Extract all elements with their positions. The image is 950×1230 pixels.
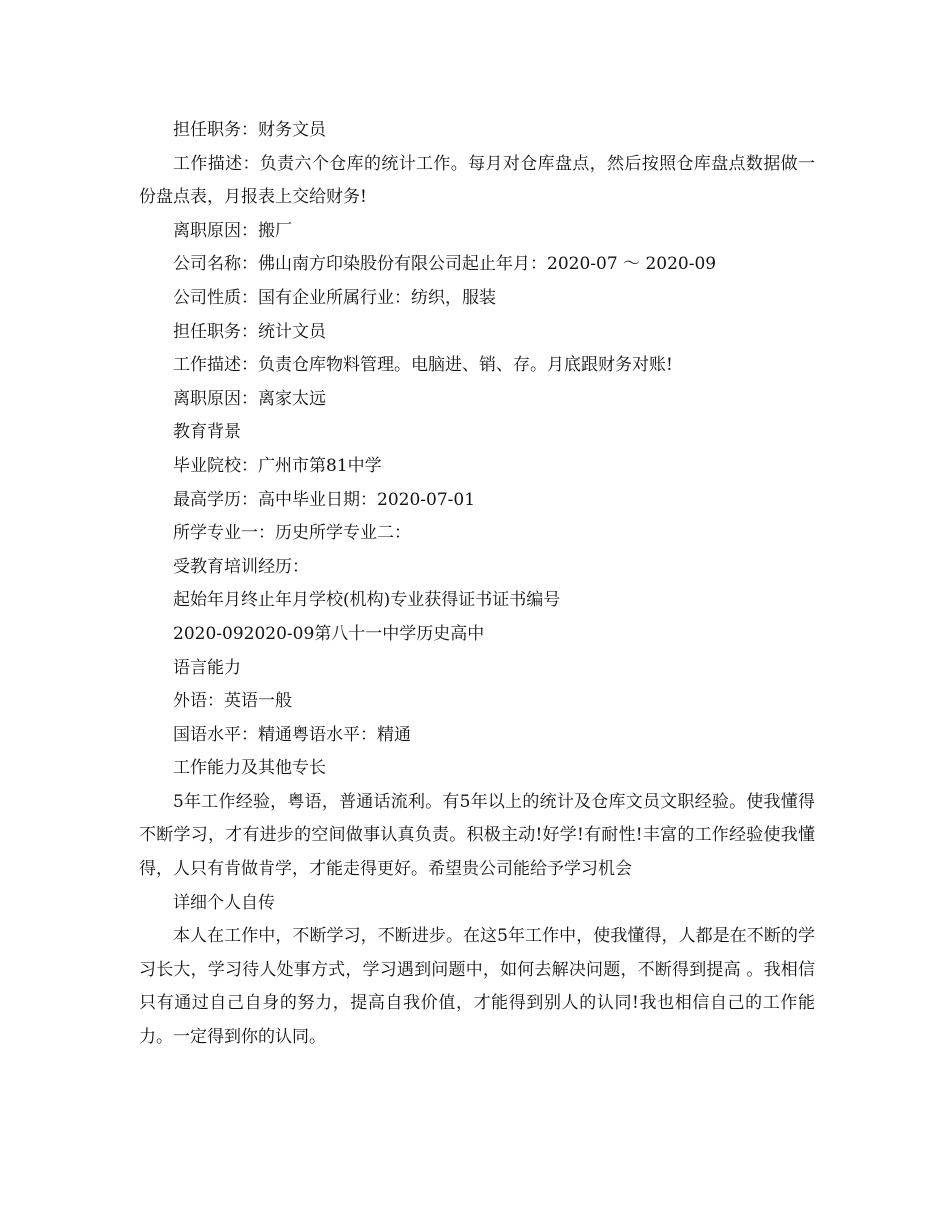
foreign-language-line: 外语：英语一般 [173,691,292,712]
skills-paragraph: 5年工作经验，粤语，普通话流利。有5年以上的统计及仓库文员文职经验。使我懂得不断学习，才有进步的空间做事认真负责。积极主动!好学!有耐性!丰富的工作经验使我懂得，人只有肯做肯学，才能走得更好。希望贵公司能给予学习机会 [139,791,815,880]
training-table-row: 2020-092020-09第八十一中学历史高中 [173,623,485,644]
company-name-line: 公司名称：佛山南方印染股份有限公司起止年月：2020-07 ～ 2020-09 [173,254,717,275]
company-type-line: 公司性质：国有企业所属行业：纺织，服装 [173,287,496,308]
education-heading: 教育背景 [173,422,241,443]
language-heading: 语言能力 [173,657,241,678]
leaving-reason-line: 离职原因：搬厂 [173,220,292,241]
training-heading: 受教育培训经历： [173,556,309,577]
autobiography-heading: 详细个人自传 [173,892,275,913]
dialect-line: 国语水平：精通粤语水平：精通 [173,724,411,745]
job-description-paragraph: 工作描述：负责六个仓库的统计工作。每月对仓库盘点，然后按照仓库盘点数据做一份盘点表，月报表上交给财务! [139,153,815,208]
position-line: 担任职务：财务文员 [173,120,326,140]
leaving-reason-line-2: 离职原因：离家太远 [173,388,326,409]
skills-heading: 工作能力及其他专长 [173,758,326,779]
document-body [139,114,815,1055]
degree-line: 最高学历：高中毕业日期：2020-07-01 [173,489,476,510]
training-table-header: 起始年月终止年月学校(机构)专业获得证书证书编号 [173,590,561,611]
position-line-2: 担任职务：统计文员 [173,321,326,342]
job-description-line-2: 工作描述：负责仓库物料管理。电脑进、销、存。月底跟财务对账! [173,355,673,376]
school-line: 毕业院校：广州市第81中学 [173,455,382,476]
major-line: 所学专业一：历史所学专业二： [173,523,411,544]
autobiography-paragraph: 本人在工作中，不断学习，不断进步。在这5年工作中，使我懂得，人都是在不断的学习长大，学习待人处事方式，学习遇到问题中，如何去解决问题，不断得到提高 。我相信只有通过自己自身的努力，提高自我价值，才能得到别人的认同!我也相信自己的工作能力。一定得到你的认同。 [139,926,815,1048]
